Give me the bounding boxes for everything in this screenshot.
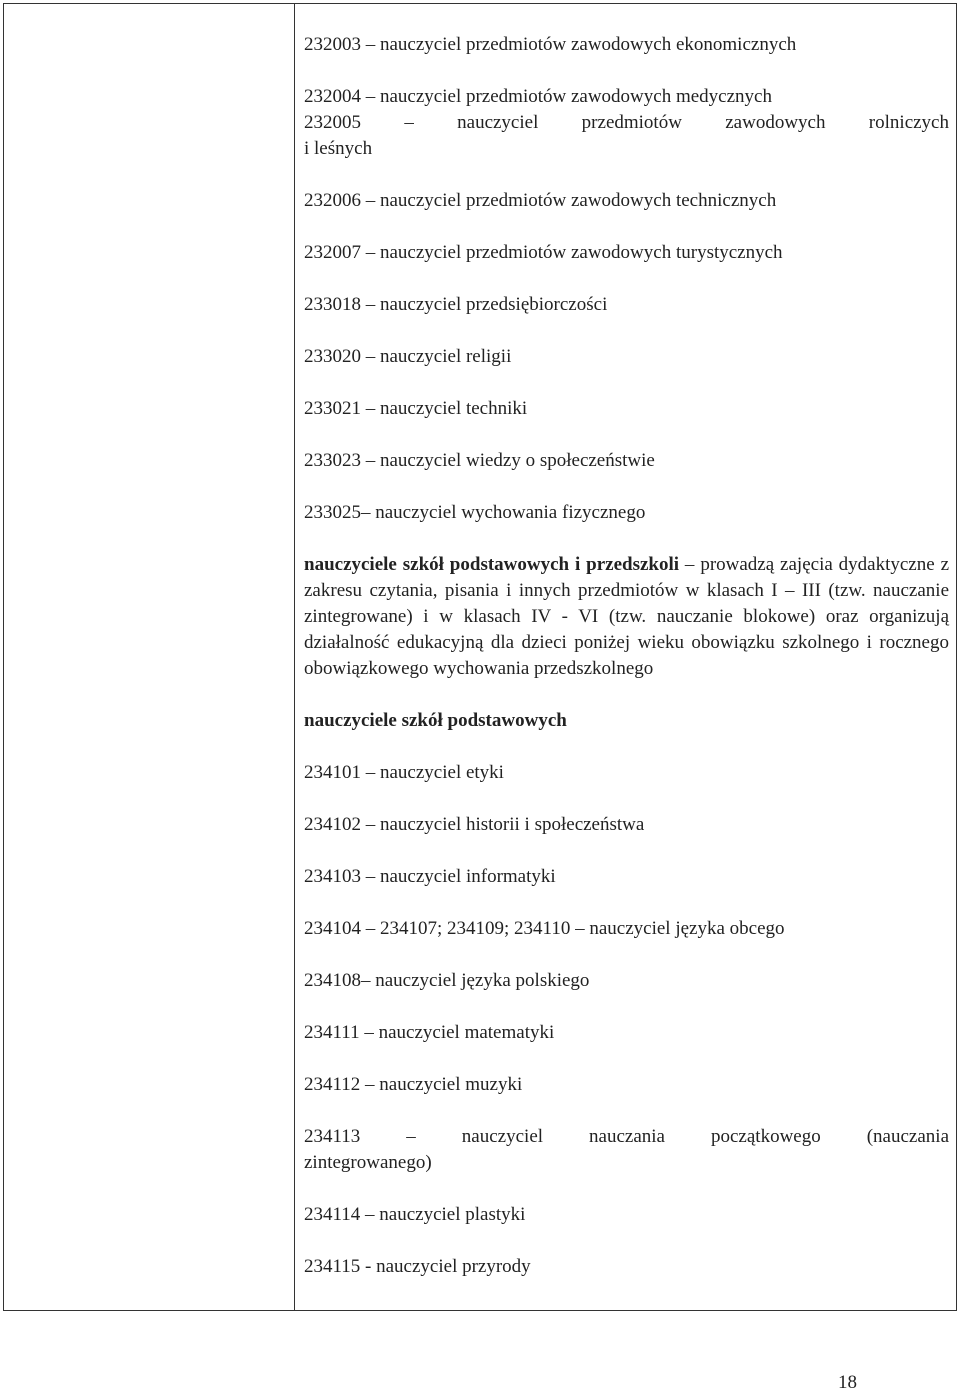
group-heading: nauczyciele szkół podstawowych i przedszkoli: [304, 554, 680, 575]
occupation-line: 234115 - nauczyciel przyrody: [304, 1256, 531, 1277]
occupation-line: 233020 – nauczyciel religii: [304, 346, 512, 367]
primary-preschool-paragraph: [304, 552, 949, 682]
occupation-line: 234108– nauczyciel języka polskiego: [304, 970, 590, 991]
occupation-line: 233021 – nauczyciel techniki: [304, 398, 528, 419]
occupation-line: 232007 – nauczyciel przedmiotów zawodowych turystycznych: [304, 242, 783, 263]
occupation-line: 234103 – nauczyciel informatyki: [304, 866, 556, 887]
occupation-line: 234114 – nauczyciel plastyki: [304, 1204, 526, 1225]
occupation-line: 232005 – nauczyciel przedmiotów zawodowych rolniczych: [304, 112, 949, 133]
occupation-line: 233025– nauczyciel wychowania fizycznego: [304, 502, 646, 523]
occupation-line: 232003 – nauczyciel przedmiotów zawodowych ekonomicznych: [304, 34, 797, 55]
occupation-line-continuation: zintegrowanego): [304, 1152, 432, 1173]
section-heading: nauczyciele szkół podstawowych: [304, 710, 567, 731]
occupation-line: 234111 – nauczyciel matematyki: [304, 1022, 555, 1043]
occupation-line: 234101 – nauczyciel etyki: [304, 762, 504, 783]
occupation-line: 232004 – nauczyciel przedmiotów zawodowych medycznych: [304, 86, 772, 107]
empty-left-column: [4, 4, 295, 1310]
occupation-line: 234112 – nauczyciel muzyki: [304, 1074, 523, 1095]
occupation-line: 233018 – nauczyciel przedsiębiorczości: [304, 294, 608, 315]
occupation-line: 232006 – nauczyciel przedmiotów zawodowych technicznych: [304, 190, 777, 211]
occupation-line-continuation: i leśnych: [304, 138, 373, 159]
occupation-line: 234102 – nauczyciel historii i społeczeństwa: [304, 814, 645, 835]
document-table: [3, 3, 957, 1311]
group-description: – prowadzą zajęcia dydaktyczne z zakresu czytania, pisania i innych przedmiotów w klasach I – III (tzw. nauczanie zintegrowane) i w klasach IV - VI (tzw. nauczanie blokowe) oraz organizują działalność edukacyjną dla dzieci poniżej wieku obowiązku szkolnego i rocznego obowiązkowego wychowania przedszkolnego: [304, 554, 949, 679]
occupation-line: 234113 – nauczyciel nauczania początkowego (nauczania: [304, 1126, 949, 1147]
page-number: 18: [838, 1372, 857, 1393]
occupation-line: 233023 – nauczyciel wiedzy o społeczeństwie: [304, 450, 655, 471]
occupation-list-cell: [304, 32, 949, 1280]
occupation-line: 234104 – 234107; 234109; 234110 – nauczyciel języka obcego: [304, 918, 785, 939]
